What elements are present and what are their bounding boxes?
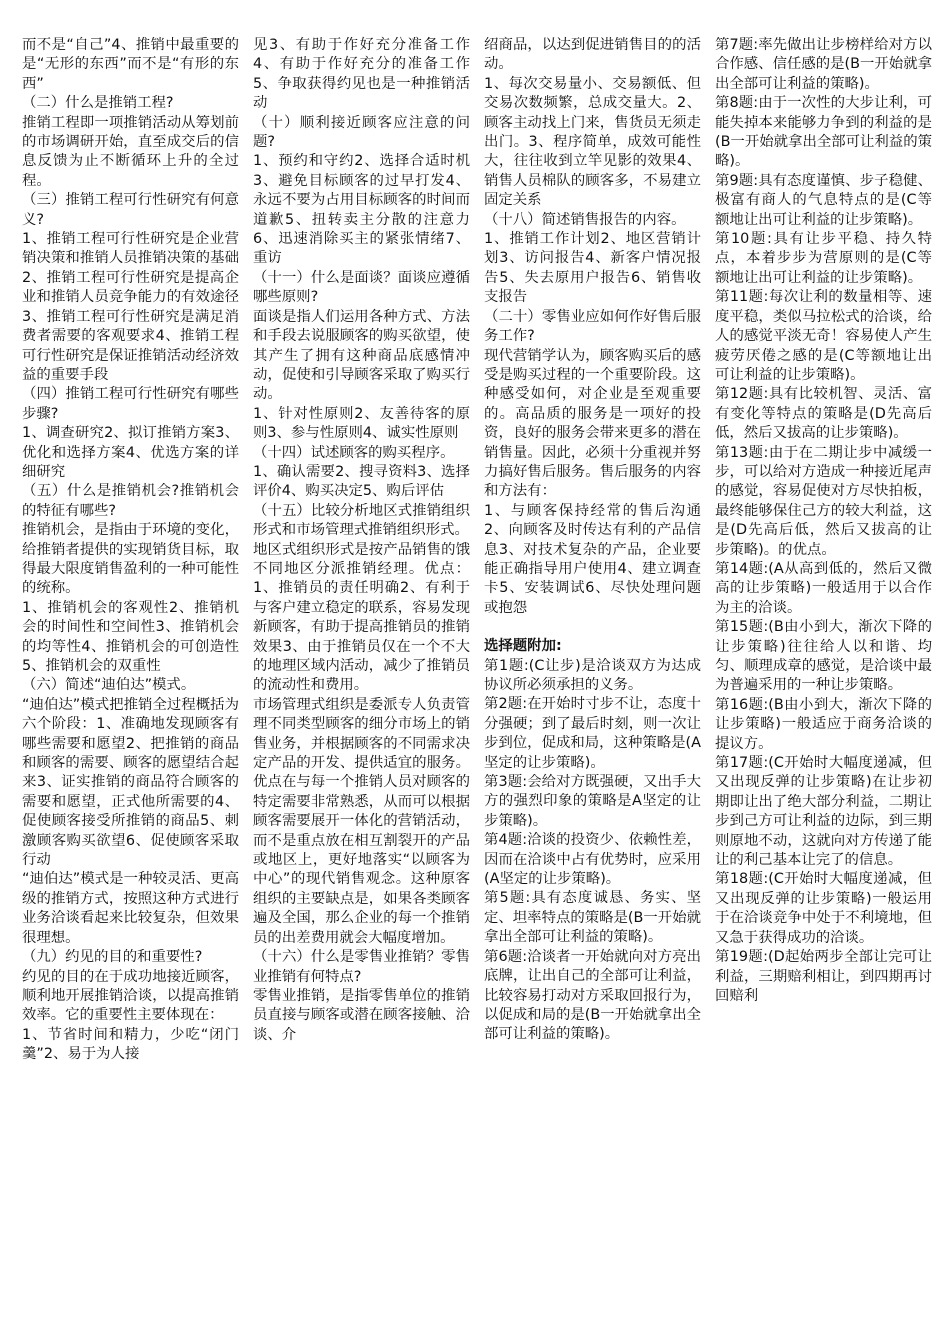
question-item: 第19题:(D起始两步全部让完可让利益，三期赔利相让，到四期再讨回赔利 [715, 949, 932, 1004]
paragraph: 见3、有助于作好充分准备工作4、有助于作好充分的准备工作5、争取获得约见也是一种推销活动 [253, 37, 470, 112]
paragraph: 绍商品，以达到促进销售目的的活动。 [484, 37, 701, 73]
section-heading: （十四）试述顾客的购买程序。 [253, 444, 455, 461]
section-heading: （十六）什么是零售业推销？零售业推销有何特点? [253, 949, 470, 985]
paragraph: 1、调查研究2、拟订推销方案3、优化和选择方案4、优选方案的详细研究 [22, 425, 239, 480]
paragraph: 1、推销工作计划2、地区营销计划3、访问报告4、新客户情况报告5、失去原用户报告6、销售收支报告 [484, 231, 701, 306]
section-heading: （九）约见的目的和重要性? [22, 949, 203, 966]
paragraph: 约见的目的在于成功地接近顾客，顺利地开展推销洽谈，以提高推销效率。它的重要性主要体现在： [22, 968, 239, 1024]
question-item: 第13题:由于在二期让步中减缓一步，可以给对方造成一种接近尾声的感觉，容易促使对方尽快拍板，最终能够保住己方的较大利益，这是(D先高后低，然后又拔高的让步策略)。的优点。 [715, 444, 932, 558]
question-item: 第5题:具有态度诚恳、务实、坚定、坦率特点的策略是(B一开始就拿出全部可让利益的策略)。 [484, 890, 701, 946]
section-heading: （十八）简述销售报告的内容。 [484, 211, 686, 228]
appendix-heading: 选择题附加: [484, 638, 562, 655]
blank-line [484, 618, 701, 637]
question-item: 第1题:(C让步)是洽谈双方为达成协议所必须承担的义务。 [484, 657, 701, 693]
paragraph: 1、推销工程可行性研究是企业营销决策和推销人员推销决策的基础2、推销工程可行性研究是提高企业和推销人员竞争能力的有效途径3、推销工程可行性研究是满足消费者需要的客观要求4、推销工程可行性研究是保证推销活动经济效益的重要手段 [22, 231, 239, 383]
question-item: 第12题:具有比较机智、灵活、富有变化等特点的策略是(D先高后低，然后又拔高的让步策略)。 [715, 386, 932, 442]
section-heading: （二）什么是推销工程? [22, 95, 174, 112]
paragraph: 1、节省时间和精力，少吃“闭门羹”2、易于为人接 [22, 1026, 239, 1063]
paragraph: 1、每次交易量小、交易额低、但交易次数频繁，总成交量大。2、顾客主动找上门来，售货员无须走出门。3、程序简单，成效可能性大，往往收到立竿见影的效果4、销售人员棉队的顾客多，不易建立固定关系 [484, 75, 701, 209]
question-item: 第16题:(B由小到大，渐次下降的让步策略)一般适应于商务洽谈的提议方。 [715, 696, 932, 752]
question-item: 第8题:由于一次性的大步让利，可能失掉本来能够力争到的利益的是(B一开始就拿出全部可让利益的策略)。 [715, 95, 932, 170]
paragraph: 零售业推销，是指零售单位的推销员直接与顾客或潜在顾客接触、洽谈、介 [253, 987, 470, 1043]
question-item: 第6题:洽谈者一开始就向对方亮出底牌，让出自己的全部可让利益，比较容易打动对方采取回报行为，以促成和局的是(B一开始就拿出全部可让利益的策略)。 [484, 948, 701, 1043]
paragraph: 而不是“自己”4、推销中最重要的是“无形的东西”而不是“有形的东西” [22, 37, 239, 92]
paragraph: 1、推销机会的客观性2、推销机会的时间性和空间性3、推销机会的均等性4、推销机会的可创造性5、推销机会的双重性 [22, 599, 239, 674]
question-item: 第4题:洽谈的投资少、依赖性差，因而在洽谈中占有优势时，应采用(A坚定的让步策略)。 [484, 832, 701, 888]
paragraph: 面谈是指人们运用各种方式、方法和手段去说服顾客的购买欲望，使其产生了拥有这种商品底感情冲动，促使和引导顾客采取了购买行动。 [253, 308, 470, 403]
paragraph: 市场管理式组织是委派专人负责管理不同类型顾客的细分市场上的销售业务，并根据顾客的不同需求决定产品的开发、提供适宜的服务。优点在与每一个推销人员对顾客的特定需要非常熟悉，从而可以根据顾客需要展开一体化的营销活动，而不是重点放在相互割裂开的产品或地区上，更好地落实“以顾客为中心”的现代销售观念。这种原客组织的主要缺点是，如果各类顾客遍及全国，那么企业的每一个推销员的出差费用就会大幅度增加。 [253, 696, 470, 946]
paragraph: 地区式组织形式是按产品销售的饿不同地区分派推销经理。优点：1、推销员的责任明确2、有利于与客户建立稳定的联系，容易发现新顾客，有助于提高推销员的推销效果3、由于推销员仅在一个不大的地理区域内活动，减少了推销员的流动性和费用。 [253, 541, 470, 694]
question-item: 第18题:(C开始时大幅度递减，但又出现反弹的让步策略)一般运用于在洽谈竞争中处于不利境地，但又急于获得成功的洽谈。 [715, 871, 932, 946]
question-item: 第7题:率先做出让步榜样给对方以合作感、信任感的是(B一开始就拿出全部可让利益的策略)。 [715, 37, 932, 92]
section-heading: （四）推销工程可行性研究有哪些步骤? [22, 386, 239, 422]
paragraph: 现代营销学认为，顾客购买后的感受是购买过程的一个重要阶段。这种感受如何，对企业是至观重要的。高品质的服务是一项好的投资，良好的服务会带来更多的潜在销售量。因此，必须十分重视并努力搞好售后服务。售后服务的内容和方法有： [484, 347, 701, 500]
column-1 [22, 36, 239, 1336]
question-item: 第15题:(B由小到大，渐次下降的让步策略)往往给人以和谐、均匀、顺理成章的感觉，是洽谈中最为普遍采用的一种让步策略。 [715, 619, 932, 694]
column-3 [484, 36, 701, 1336]
question-item: 第3题:会给对方既强硬，又出手大方的强烈印象的策略是A坚定的让步策略)。 [484, 774, 701, 829]
section-heading: （十）顺利接近顾客应注意的问题? [253, 114, 470, 151]
section-heading: （五）什么是推销机会?推销机会的特征有哪些? [22, 483, 239, 519]
section-heading: （二十）零售业应如何作好售后服务工作? [484, 308, 701, 345]
paragraph: “迪伯达”模式把推销全过程概括为六个阶段：1、准确地发现顾客有哪些需要和愿望2、把推销的商品和顾客的需要、顾客的愿望结合起来3、证实推销的商品符合顾客的需要和愿望，正式他所需要的4、促使顾客接受所推销的商品5、刺激顾客购买欲望6、促使顾客采取行动 [22, 696, 239, 869]
section-heading: （三）推销工程可行性研究有何意义? [22, 192, 239, 228]
paragraph: 1、预约和守约2、选择合适时机3、避免目标顾客的过早打发4、永远不要为占用目标顾客的时间而道歉5、扭转卖主分散的注意力6、迅速消除买主的紧张情绪7、重访 [253, 153, 470, 267]
column-2 [253, 36, 470, 1336]
question-item: 第2题:在开始时寸步不让，态度十分强硬；到了最后时刻，则一次让步到位，促成和局，这种策略是(A坚定的让步策略)。 [484, 696, 701, 771]
paragraph: “迪伯达”模式是一种较灵活、更高级的推销方式，按照这种方式进行业务洽谈看起来比较复杂，但效果很理想。 [22, 871, 239, 946]
section-heading: （十五）比较分析地区式推销组织形式和市场管理式推销组织形式。 [253, 502, 470, 539]
paragraph: 1、针对性原则2、友善待客的原则3、参与性原则4、诚实性原则 [253, 405, 470, 442]
section-heading: （六）简述“迪伯达”模式。 [22, 677, 196, 694]
paragraph: 1、确认需要2、搜寻资料3、选择评价4、购买决定5、购后评估 [253, 463, 470, 500]
paragraph: 推销工程即一项推销活动从筹划前的市场调研开始，直至成交后的信息反馈为止不断循环上升的全过程。 [22, 114, 239, 189]
section-heading: （十一）什么是面谈？面谈应遵循哪些原则? [253, 269, 470, 306]
paragraph: 推销机会，是指由于环境的变化，给推销者提供的实现销货目标，取得最大限度销售盈利的一种可能性的统称。 [22, 522, 239, 597]
question-item: 第14题:(A从高到低的，然后又微高的让步策略)一般适用于以合作为主的洽谈。 [715, 560, 932, 616]
question-item: 第9题:具有态度谨慎、步子稳健、极富有商人的气息特点的是(C等额地让出可让利益的让步策略)。 [715, 172, 932, 228]
column-4 [715, 36, 932, 1336]
question-item: 第10题:具有让步平稳、持久特点，本着步步为营原则的是(C等额地让出可让利益的让步策略)。 [715, 231, 932, 286]
question-item: 第17题:(C开始时大幅度递减，但又出现反弹的让步策略)在让步初期即让出了绝大部分利益，二期让步到己方可让利益的边际，到三期则原地不动，这就向对方传递了能让的利己基本让完了的信息。 [715, 755, 932, 869]
paragraph: 1、与顾客保持经常的售后沟通2、向顾客及时传达有利的产品信息3、对技术复杂的产品，企业要能正确指导用户使用4、建立调查卡5、安装调试6、尽快处理问题或抱怨 [484, 502, 701, 616]
question-item: 第11题:每次让利的数量相等、速度平稳，类似马拉松式的洽谈，给人的感觉平淡无奇！容易使人产生疲劳厌倦之感的是(C等额地让出可让利益的让步策略)。 [715, 289, 932, 383]
